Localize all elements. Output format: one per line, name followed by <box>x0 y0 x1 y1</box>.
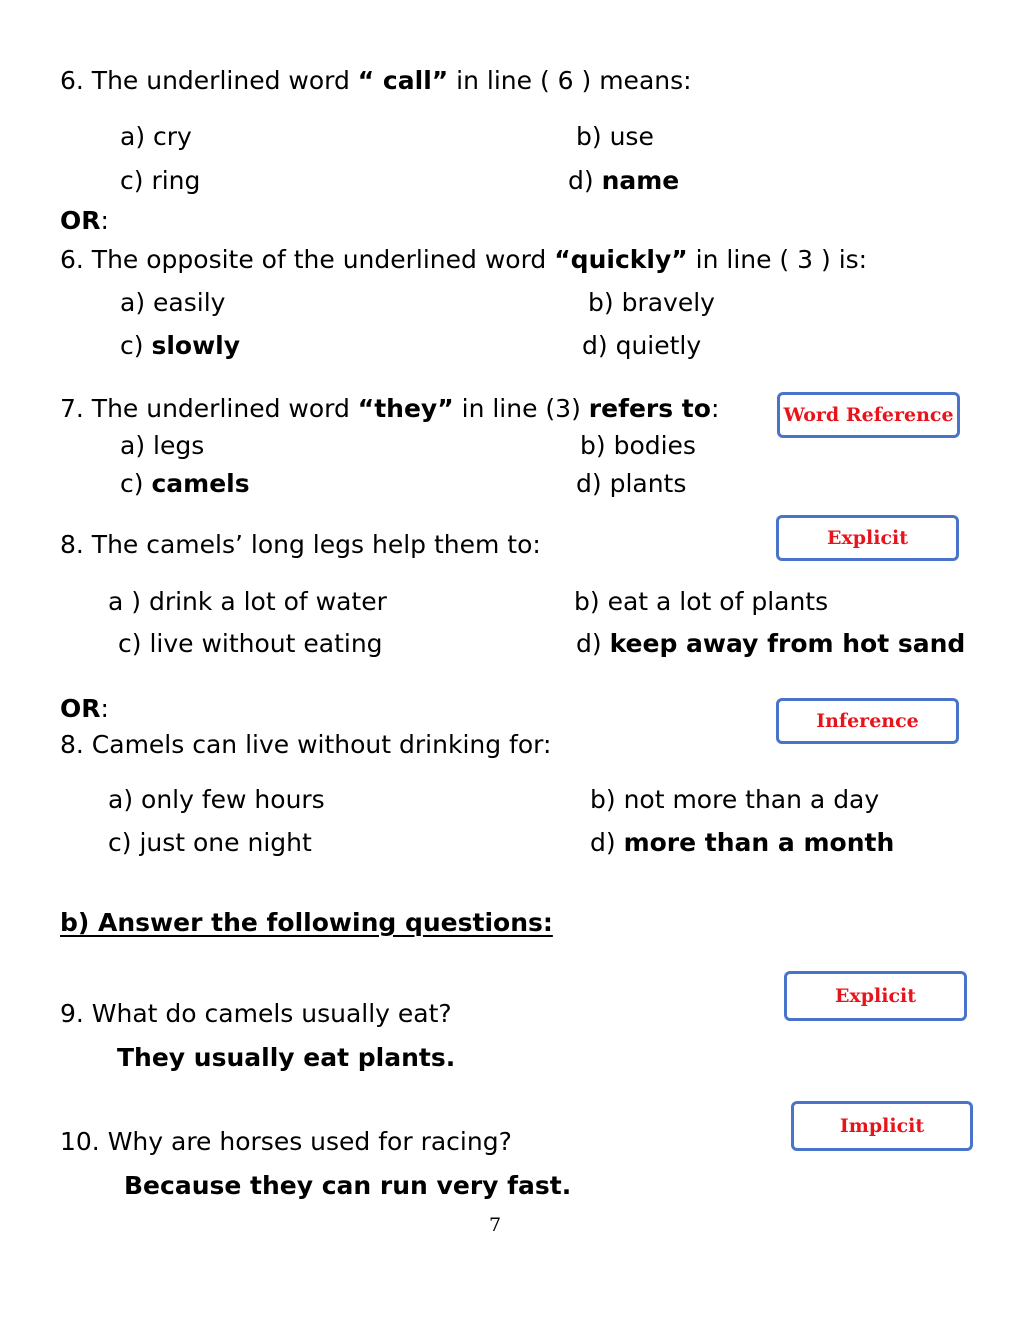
skill-tag-explicit: Explicit <box>784 971 967 1021</box>
option-d: d) plants <box>576 469 687 498</box>
option-d: d) name <box>568 166 680 195</box>
question-8-alt: 8. Camels can live without drinking for: <box>60 730 552 759</box>
option-a: a ) drink a lot of water <box>108 587 387 616</box>
option-c: c) slowly <box>120 331 241 360</box>
skill-tag-explicit: Explicit <box>776 515 959 561</box>
option-b: b) bodies <box>580 431 696 460</box>
correct-answer: keep away from hot sand <box>609 629 966 658</box>
option-d: d) keep away from hot sand <box>576 629 966 658</box>
answer-9: They usually eat plants. <box>117 1043 456 1072</box>
correct-answer: slowly <box>151 331 241 360</box>
skill-tag-word-reference: Word Reference <box>777 392 960 438</box>
page-number: 7 <box>489 1214 502 1236</box>
option-b: b) eat a lot of plants <box>574 587 829 616</box>
option-c: c) ring <box>120 166 201 195</box>
skill-tag-inference: Inference <box>776 698 959 744</box>
or-label: OR: <box>60 206 109 235</box>
answer-10: Because they can run very fast. <box>124 1171 572 1200</box>
question-7: 7. The underlined word “they” in line (3) refers to: <box>60 394 720 423</box>
correct-answer: name <box>601 166 680 195</box>
question-8: 8. The camels’ long legs help them to: <box>60 530 541 559</box>
option-c: c) live without eating <box>118 629 383 658</box>
option-c: c) camels <box>120 469 250 498</box>
correct-answer: camels <box>151 469 250 498</box>
or-label: OR: <box>60 694 109 723</box>
underlined-word: “ call” <box>357 66 449 95</box>
skill-tag-implicit: Implicit <box>791 1101 973 1151</box>
underlined-word: “quickly” <box>554 245 688 274</box>
option-d: d) quietly <box>582 331 702 360</box>
underlined-word: “they” <box>357 394 454 423</box>
option-b: b) bravely <box>588 288 715 317</box>
question-9: 9. What do camels usually eat? <box>60 999 452 1028</box>
question-6-alt: 6. The opposite of the underlined word “quickly” in line ( 3 ) is: <box>60 245 868 274</box>
option-c: c) just one night <box>108 828 312 857</box>
option-a: a) only few hours <box>108 785 325 814</box>
option-a: a) legs <box>120 431 205 460</box>
option-a: a) easily <box>120 288 226 317</box>
correct-answer: more than a month <box>623 828 895 857</box>
option-b: b) not more than a day <box>590 785 880 814</box>
option-b: b) use <box>576 122 654 151</box>
option-a: a) cry <box>120 122 192 151</box>
option-d: d) more than a month <box>590 828 895 857</box>
question-10: 10. Why are horses used for racing? <box>60 1127 512 1156</box>
section-heading: b) Answer the following questions: <box>60 908 553 937</box>
question-6: 6. The underlined word “ call” in line ( 6 ) means: <box>60 66 692 95</box>
